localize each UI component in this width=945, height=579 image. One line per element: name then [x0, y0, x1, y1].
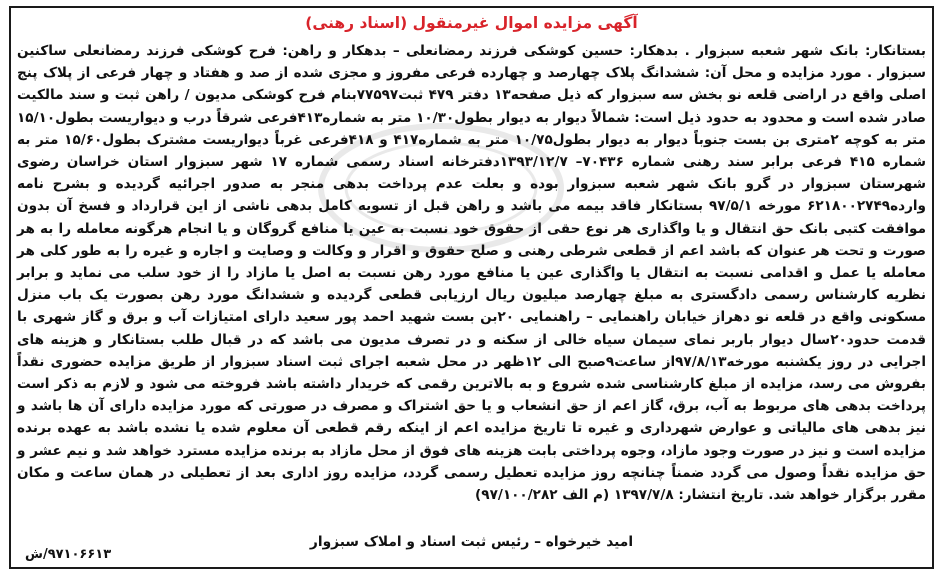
notice-frame — [9, 6, 934, 569]
signature-line: امید خیرخواه – رئیس ثبت اسناد و املاک سبزوار — [309, 534, 634, 550]
notice-body: بستانکار: بانک شهر شعبه سبزوار . بدهکار: حسین کوشکی فرزند رمضانعلی – بدهکار و راهن: فرح کوشکی فرزند رمضانعلی ساکنین سبزوار . مورد مزایده و محل آن: ششدانگ پلاک چهارصد و چهارده فرعی مفروز و مجزی شده از صد و هفتاد و چهار فرعی از پلاک پنج اصلی واقع در اراضی قلعه نو بخش سه سبزوار که ذیل صفحه۱۳ دفتر ۴۷۹ ثبت۷۷۵۹۷بنام فرح کوشکی مدیون / راهن ثبت و سند مالکیت صادر شده است و محدود به حدود ذیل است: شمالاً دیوار به دیوار بطول۱۰/۳۰ متر به شماره۴۱۳فرعی شرقاً درب و دیواریست بطول۱۵/۱۰ متر به کوچه ۲متری بن بست جنوباً دیوار به دیوار بطول۱۰/۷۵ متر به شماره۴۱۷ و ۴۱۸فرعی غرباً دیواریست مشترک بطول۱۵/۶۰ متر به شماره ۴۱۵ فرعی برابر سند رهنی شماره ۷۰۴۳۶– ۱۳۹۳/۱۲/۷دفترخانه اسناد رسمی شماره ۱۷ شهر سبزوار استان خراسان رضوی شهرستان سبزوار در گرو بانک شهر شعبه سبزوار بوده و بعلت عدم پرداخت بدهی منجر به صدور اجرائیه گردیده و بشرح نامه وارده۶۲۱۸۰۰۲۷۴۹ مورخه ۹۷/۵/۱ بستانکار فاقد بیمه می باشد و راهن قبل از تسویه کامل بدهی ناشی از این قرارداد و فسخ آن بدون موافقت کتبی بانک حق انتقال و یا واگذاری هر نوع حقی از حقوق خود نسبت به عین یا منافع گروگان و یا انجام هرگونه معامله را به هر صورت و تحت هر عنوان که باشد اعم از قطعی شرطی رهنی و صلح حقوق و اقرار و وکالت و وصایت و اجاره و غیره را به طور کلی هر معامله یا عمل و اقدامی نسبت به انتقال یا واگذاری عین یا منافع مورد رهن نسبت به اصل یا مازاد را از خود سلب می نماید و برابر نظریه کارشناس رسمی دادگستری به مبلغ چهارصد میلیون ریال ارزیابی قطعی گردیده و ششدانگ مورد رهن بصورت یک باب منزل مسکونی واقع در قلعه نو دهراز خیابان راهنمایی – راهنمایی ۲۰بن بست شهید احمد پور سعید دارای امتیازات آب و برق و گاز شهری با قدمت حدود۲۰سال دیوار باربر نمای سیمان سیاه خالی از سکنه و در تصرف مدیون می باشد که در قبال طلب بستانکار و هزینه های اجرایی در روز یکشنبه مورخه۹۷/۸/۱۳از ساعت۹صبح الی ۱۲ظهر در محل شعبه اجرای ثبت اسناد سبزوار از طریق مزایده حضوری نقداً بفروش می رسد، مزایده از مبلغ کارشناسی شده شروع و به بالاترین رقمی که خریدار داشته باشد فروخته می شود و لازم به ذکر است پرداخت بدهی های مربوط به آب، برق، گاز اعم از حق انشعاب و یا حق اشتراک و مصرف در صورتی که مورد مزایده دارای آن ها باشد و نیز بدهی های مالیاتی و عوارض شهرداری و غیره تا تاریخ مزایده اعم از اینکه رقم قطعی آن معلوم شده یا نشده باشد به عهده برنده مزایده است و نیز در صورت وجود مازاد، وجوه پرداختی بابت هزینه های فوق از محل مازاد به برنده مزایده مسترد خواهد شد و نیم عشر و حق مزایده نقداً وصول می گردد ضمناً چنانچه روز مزایده تعطیل رسمی گردد، مزایده روز اداری بعد از تعطیلی در همان ساعت و مکان مقرر برگزار خواهد شد. تاریخ انتشار: ۱۳۹۷/۷/۸ (م الف ۹۷/۱۰۰/۲۸۲) — [17, 43, 927, 504]
notice-code: ۹۷۱۰۶۶۱۳/ش — [25, 547, 112, 562]
notice-title: آگهی مزایده اموال غیرمنقول (اسناد رهنی) — [305, 14, 638, 32]
